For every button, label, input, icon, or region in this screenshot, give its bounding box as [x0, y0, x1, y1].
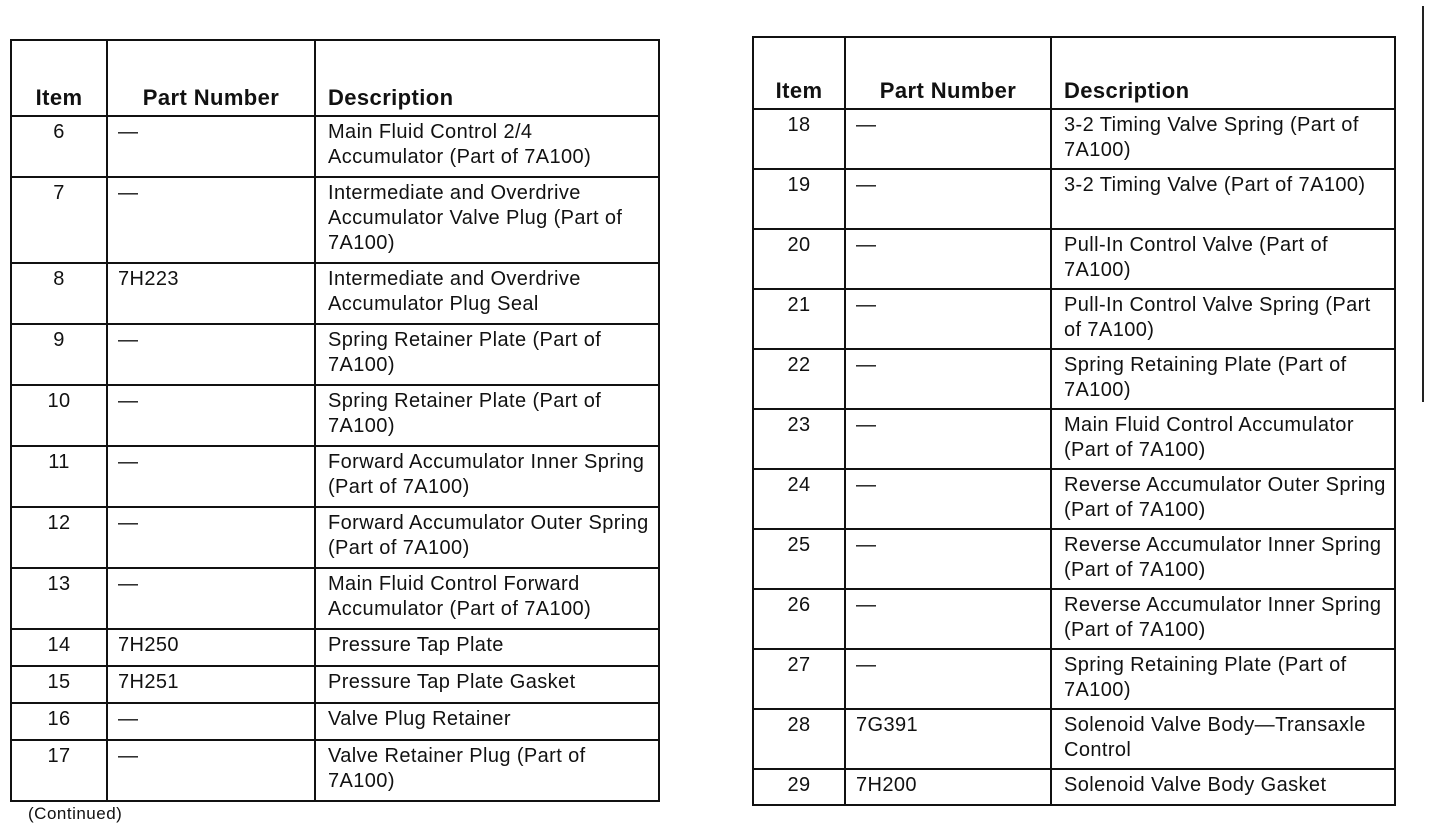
- description: Forward Accumulator Inner Spring (Part of 7A100): [315, 446, 659, 507]
- description: Spring Retainer Plate (Part of 7A100): [315, 385, 659, 446]
- item-number: 17: [11, 740, 107, 801]
- item-number: 25: [753, 529, 845, 589]
- description: Reverse Accumulator Inner Spring (Part of 7A100): [1051, 589, 1395, 649]
- description: Forward Accumulator Outer Spring (Part of 7A100): [315, 507, 659, 568]
- part-number: —: [107, 740, 315, 801]
- description: Solenoid Valve Body Gasket: [1051, 769, 1395, 805]
- part-number: 7H250: [107, 629, 315, 666]
- table-row: [753, 709, 1395, 769]
- table-row: [753, 589, 1395, 649]
- table-row: [753, 649, 1395, 709]
- description: Main Fluid Control Accumulator (Part of 7A100): [1051, 409, 1395, 469]
- table-row: [11, 740, 659, 801]
- part-number: 7H200: [845, 769, 1051, 805]
- margin-rule: [1422, 6, 1424, 402]
- part-number: —: [845, 169, 1051, 229]
- item-number: 24: [753, 469, 845, 529]
- description: Intermediate and Overdrive Accumulator Valve Plug (Part of 7A100): [315, 177, 659, 263]
- header-part-number: Part Number: [845, 37, 1051, 109]
- item-number: 18: [753, 109, 845, 169]
- description: Reverse Accumulator Inner Spring (Part of 7A100): [1051, 529, 1395, 589]
- part-number: —: [845, 409, 1051, 469]
- description: Main Fluid Control Forward Accumulator (Part of 7A100): [315, 568, 659, 629]
- description: 3-2 Timing Valve Spring (Part of 7A100): [1051, 109, 1395, 169]
- part-number: 7H223: [107, 263, 315, 324]
- item-number: 16: [11, 703, 107, 740]
- table-row: [11, 263, 659, 324]
- item-number: 23: [753, 409, 845, 469]
- item-number: 28: [753, 709, 845, 769]
- parts-table-left: [10, 39, 660, 802]
- item-number: 22: [753, 349, 845, 409]
- item-number: 26: [753, 589, 845, 649]
- part-number: —: [107, 385, 315, 446]
- description: Solenoid Valve Body—Transaxle Control: [1051, 709, 1395, 769]
- table-row: [753, 769, 1395, 805]
- description: Spring Retaining Plate (Part of 7A100): [1051, 649, 1395, 709]
- table-row: [11, 507, 659, 568]
- description: Valve Retainer Plug (Part of 7A100): [315, 740, 659, 801]
- part-number: —: [845, 589, 1051, 649]
- part-number: —: [107, 116, 315, 177]
- description: Intermediate and Overdrive Accumulator Plug Seal: [315, 263, 659, 324]
- part-number: —: [845, 229, 1051, 289]
- description: Pull-In Control Valve Spring (Part of 7A100): [1051, 289, 1395, 349]
- description: Pressure Tap Plate Gasket: [315, 666, 659, 703]
- description: Pressure Tap Plate: [315, 629, 659, 666]
- item-number: 8: [11, 263, 107, 324]
- parts-table-right: [752, 36, 1396, 806]
- item-number: 19: [753, 169, 845, 229]
- description: Valve Plug Retainer: [315, 703, 659, 740]
- table-row: [11, 177, 659, 263]
- header-description: Description: [1051, 37, 1395, 109]
- part-number: —: [107, 703, 315, 740]
- description: Pull-In Control Valve (Part of 7A100): [1051, 229, 1395, 289]
- header-description: Description: [315, 40, 659, 116]
- item-number: 6: [11, 116, 107, 177]
- item-number: 9: [11, 324, 107, 385]
- item-number: 27: [753, 649, 845, 709]
- table-row: [11, 629, 659, 666]
- item-number: 11: [11, 446, 107, 507]
- item-number: 21: [753, 289, 845, 349]
- table-row: [11, 385, 659, 446]
- item-number: 14: [11, 629, 107, 666]
- part-number: —: [845, 289, 1051, 349]
- header-part-number: Part Number: [107, 40, 315, 116]
- description: Main Fluid Control 2/4 Accumulator (Part of 7A100): [315, 116, 659, 177]
- header-item: Item: [753, 37, 845, 109]
- description: Spring Retaining Plate (Part of 7A100): [1051, 349, 1395, 409]
- part-number: —: [107, 568, 315, 629]
- table-row: [753, 289, 1395, 349]
- item-number: 7: [11, 177, 107, 263]
- part-number: 7G391: [845, 709, 1051, 769]
- description: Spring Retainer Plate (Part of 7A100): [315, 324, 659, 385]
- table-row: [753, 349, 1395, 409]
- part-number: —: [107, 507, 315, 568]
- item-number: 13: [11, 568, 107, 629]
- item-number: 29: [753, 769, 845, 805]
- item-number: 20: [753, 229, 845, 289]
- continued-note: (Continued): [28, 804, 123, 823]
- item-number: 15: [11, 666, 107, 703]
- item-number: 12: [11, 507, 107, 568]
- part-number: —: [107, 324, 315, 385]
- table-row: [753, 169, 1395, 229]
- part-number: —: [845, 529, 1051, 589]
- part-number: —: [845, 469, 1051, 529]
- table-row: [11, 568, 659, 629]
- header-item: Item: [11, 40, 107, 116]
- part-number: 7H251: [107, 666, 315, 703]
- table-row: [753, 229, 1395, 289]
- table-row: [11, 446, 659, 507]
- part-number: —: [845, 649, 1051, 709]
- table-row: [753, 529, 1395, 589]
- table-row: [753, 409, 1395, 469]
- part-number: —: [107, 446, 315, 507]
- table-row: [11, 324, 659, 385]
- item-number: 10: [11, 385, 107, 446]
- description: 3-2 Timing Valve (Part of 7A100): [1051, 169, 1395, 229]
- description: Reverse Accumulator Outer Spring (Part of 7A100): [1051, 469, 1395, 529]
- table-row: [11, 116, 659, 177]
- table-row: [11, 666, 659, 703]
- table-row: [753, 109, 1395, 169]
- part-number: —: [845, 349, 1051, 409]
- table-row: [11, 703, 659, 740]
- part-number: —: [845, 109, 1051, 169]
- part-number: —: [107, 177, 315, 263]
- table-row: [753, 469, 1395, 529]
